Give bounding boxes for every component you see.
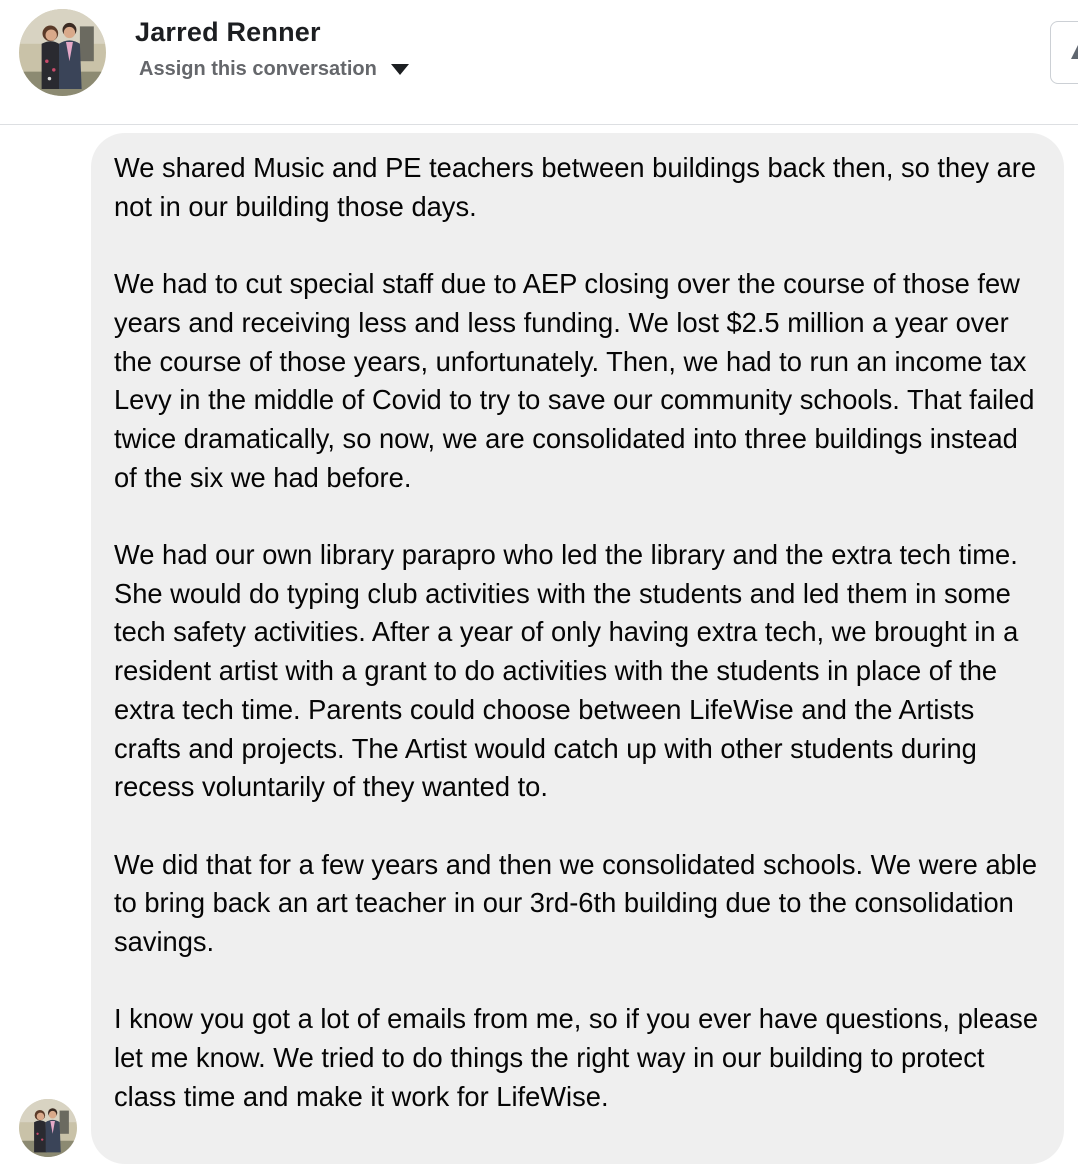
conversation-header xyxy=(0,0,1078,125)
assign-conversation-dropdown[interactable] xyxy=(139,58,409,81)
message-paragraph: We had to cut special staff due to AEP closing over the course of those few years and receiving less and less funding. We lost $2.5 million a year over the course of those years, unfortunately. Then, we had to run an income tax Levy in the middle of Covid to try to save our community schools. That failed twice dramatically, so now, we are consolidated into three buildings instead of the six we had before. xyxy=(114,268,1035,493)
header-action-button[interactable] xyxy=(1050,21,1078,84)
caret-down-icon xyxy=(391,64,409,75)
contact-avatar[interactable] xyxy=(19,9,106,96)
message-paragraph: I know you got a lot of emails from me, so if you ever have questions, please let me know. We tried to do things the right way in our building to protect class time and make it work for LifeWise. xyxy=(114,1003,1039,1112)
message-bubble xyxy=(91,133,1064,1164)
message-paragraph: We had our own library parapro who led the library and the extra tech time. She would do typing club activities with the students and led them in some tech safety activities. After a year of only having extra tech, we brought in a resident artist with a grant to do activities with the students in place of the extra tech time. Parents could choose between LifeWise and the Artists crafts and projects. The Artist would catch up with other students during recess voluntarily of they wanted to. xyxy=(114,539,1019,803)
action-icon xyxy=(1071,45,1078,59)
contact-name: Jarred Renner xyxy=(135,17,321,47)
sender-avatar[interactable] xyxy=(19,1099,77,1157)
assign-conversation-label: Assign this conversation xyxy=(139,58,377,80)
message-paragraph: We shared Music and PE teachers between buildings back then, so they are not in our building those days. xyxy=(114,152,1037,222)
profile-photo-avatar-image xyxy=(19,1099,77,1157)
message-paragraph: We did that for a few years and then we consolidated schools. We were able to bring back an art teacher in our 3rd-6th building due to the consolidation savings. xyxy=(114,848,1038,958)
profile-photo-avatar-image xyxy=(19,9,106,96)
